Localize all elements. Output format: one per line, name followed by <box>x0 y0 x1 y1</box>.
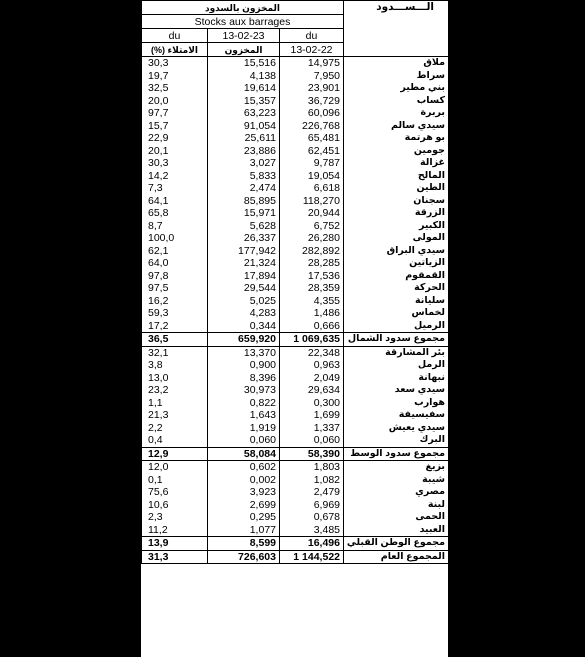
table-row <box>142 409 449 422</box>
dam-name-cell: شيبة <box>344 474 449 487</box>
fill-percent-cell: 65,8 <box>142 207 208 220</box>
dam-stocks-sheet <box>141 0 448 657</box>
stock-current-cell: 58,084 <box>208 447 280 461</box>
stock-previous-cell: 60,096 <box>280 107 344 120</box>
fill-percent-cell: 16,2 <box>142 295 208 308</box>
stock-previous-cell: 2,479 <box>280 486 344 499</box>
dam-name-cell: البرك <box>344 434 449 447</box>
dam-name-cell: العبيد <box>344 524 449 537</box>
stock-current-cell: 8,396 <box>208 372 280 385</box>
stock-current-cell: 15,516 <box>208 57 280 70</box>
table-row <box>142 307 449 320</box>
stock-current-cell: 0,602 <box>208 461 280 474</box>
stock-previous-cell: 58,390 <box>280 447 344 461</box>
stock-previous-cell: 62,451 <box>280 145 344 158</box>
table-row <box>142 145 449 158</box>
table-row <box>142 270 449 283</box>
stock-previous-cell: 3,485 <box>280 524 344 537</box>
table-row <box>142 170 449 183</box>
stock-previous-cell: 19,054 <box>280 170 344 183</box>
stock-current-cell: 0,822 <box>208 397 280 410</box>
stock-current-cell: 177,942 <box>208 245 280 258</box>
stock-current-cell: 726,603 <box>208 550 280 564</box>
stock-previous-cell: 16,496 <box>280 537 344 551</box>
fill-percent-cell: 64,0 <box>142 257 208 270</box>
stock-previous-cell: 14,975 <box>280 57 344 70</box>
dam-name-cell: هوارب <box>344 397 449 410</box>
table-row <box>142 82 449 95</box>
dam-name-cell: القمقوم <box>344 270 449 283</box>
table-row <box>142 182 449 195</box>
dam-name-cell: سيدي البراق <box>344 245 449 258</box>
fill-percent-cell: 97,7 <box>142 107 208 120</box>
fill-percent-cell: 32,5 <box>142 82 208 95</box>
stock-current-cell: 0,295 <box>208 511 280 524</box>
fill-percent-cell: 12,9 <box>142 447 208 461</box>
stock-previous-cell: 36,729 <box>280 95 344 108</box>
dam-name-cell: سراط <box>344 70 449 83</box>
stock-previous-cell: 1,337 <box>280 422 344 435</box>
stock-current-cell: 1,919 <box>208 422 280 435</box>
stock-current-cell: 91,054 <box>208 120 280 133</box>
table-row <box>142 220 449 233</box>
fill-percent-cell: 10,6 <box>142 499 208 512</box>
stock-previous-cell: 0,060 <box>280 434 344 447</box>
stock-previous-cell: 0,678 <box>280 511 344 524</box>
dam-name-cell: سيدي سالم <box>344 120 449 133</box>
dams-column-header: الـــســـدود <box>344 1 449 57</box>
table-row <box>142 397 449 410</box>
dam-name-cell: الحركة <box>344 282 449 295</box>
table-row <box>142 232 449 245</box>
table-row <box>142 95 449 108</box>
fill-percent-cell: 30,3 <box>142 157 208 170</box>
stock-previous-cell: 2,049 <box>280 372 344 385</box>
dam-stocks-table <box>141 0 448 564</box>
table-row <box>142 422 449 435</box>
table-row <box>142 372 449 385</box>
stock-previous-cell: 26,280 <box>280 232 344 245</box>
stock-previous-cell: 22,348 <box>280 346 344 359</box>
table-row <box>142 474 449 487</box>
stock-current-cell: 8,599 <box>208 537 280 551</box>
table-row <box>142 132 449 145</box>
dam-name-cell: مجموع الوطن القبلي <box>344 537 449 551</box>
dam-name-cell: مجموع سدود الشمال <box>344 333 449 347</box>
stock-previous-cell: 118,270 <box>280 195 344 208</box>
stock-previous-cell: 1 069,635 <box>280 333 344 347</box>
fill-percent-cell: 17,2 <box>142 320 208 333</box>
table-row <box>142 282 449 295</box>
stock-previous-cell: 0,666 <box>280 320 344 333</box>
table-row <box>142 359 449 372</box>
dam-name-cell: سيدي يعيش <box>344 422 449 435</box>
fill-percent-cell: 7,3 <box>142 182 208 195</box>
table-row <box>142 384 449 397</box>
date-current: 13-02-23 <box>208 29 280 43</box>
stock-previous-cell: 0,300 <box>280 397 344 410</box>
stock-current-cell: 3,027 <box>208 157 280 170</box>
stock-previous-cell: 0,963 <box>280 359 344 372</box>
table-row <box>142 524 449 537</box>
dam-name-cell: الطين <box>344 182 449 195</box>
table-row <box>142 70 449 83</box>
fill-percent-cell: 14,2 <box>142 170 208 183</box>
table-row <box>142 195 449 208</box>
fill-percent-cell: 13,0 <box>142 372 208 385</box>
fill-percent-cell: 31,3 <box>142 550 208 564</box>
fill-percent-cell: 30,3 <box>142 57 208 70</box>
fill-percent-cell: 22,9 <box>142 132 208 145</box>
fill-percent-cell: 62,1 <box>142 245 208 258</box>
dam-name-cell: سجنان <box>344 195 449 208</box>
dam-name-cell: نبهانة <box>344 372 449 385</box>
stock-current-cell: 25,611 <box>208 132 280 145</box>
dam-name-cell: الحمى <box>344 511 449 524</box>
date-previous: 13-02-22 <box>280 43 344 57</box>
dam-name-cell: كساب <box>344 95 449 108</box>
title-arabic: المخزون بالسدود <box>142 1 344 15</box>
dam-name-cell: المالح <box>344 170 449 183</box>
table-row <box>142 245 449 258</box>
fill-percent-cell: 1,1 <box>142 397 208 410</box>
dam-name-cell: الرمل <box>344 359 449 372</box>
dam-name-cell: مجموع سدود الوسط <box>344 447 449 461</box>
stock-current-cell: 5,628 <box>208 220 280 233</box>
dam-name-cell: سيدي سعد <box>344 384 449 397</box>
stock-previous-cell: 6,969 <box>280 499 344 512</box>
stock-current-cell: 17,894 <box>208 270 280 283</box>
stock-current-cell: 63,223 <box>208 107 280 120</box>
fill-percent-cell: 36,5 <box>142 333 208 347</box>
fill-percent-cell: 32,1 <box>142 346 208 359</box>
table-body <box>142 57 449 564</box>
table-row <box>142 157 449 170</box>
stock-previous-cell: 7,950 <box>280 70 344 83</box>
stock-previous-cell: 65,481 <box>280 132 344 145</box>
stock-current-cell: 0,002 <box>208 474 280 487</box>
table-row <box>142 486 449 499</box>
stock-previous-cell: 4,355 <box>280 295 344 308</box>
dam-name-cell: غزالة <box>344 157 449 170</box>
stock-previous-cell: 1,803 <box>280 461 344 474</box>
stock-current-cell: 5,025 <box>208 295 280 308</box>
dam-name-cell: ملاق <box>344 57 449 70</box>
dam-name-cell: بئر المشارقة <box>344 346 449 359</box>
stock-current-cell: 0,900 <box>208 359 280 372</box>
stock-current-cell: 1,077 <box>208 524 280 537</box>
stock-current-cell: 85,895 <box>208 195 280 208</box>
stock-previous-cell: 20,944 <box>280 207 344 220</box>
table-row <box>142 120 449 133</box>
dam-name-cell: الكبير <box>344 220 449 233</box>
stock-header: المخزون <box>208 43 280 57</box>
table-row <box>142 320 449 333</box>
fill-percent-cell: 0,4 <box>142 434 208 447</box>
fill-percent-cell: 2,2 <box>142 422 208 435</box>
table-row <box>142 434 449 447</box>
du-label-1: du <box>142 29 208 43</box>
fill-percent-cell: 97,5 <box>142 282 208 295</box>
table-row <box>142 295 449 308</box>
fill-percent-cell: 12,0 <box>142 461 208 474</box>
stock-current-cell: 2,474 <box>208 182 280 195</box>
grand-total-row <box>142 550 449 564</box>
stock-previous-cell: 6,752 <box>280 220 344 233</box>
fill-percent-cell: 20,1 <box>142 145 208 158</box>
stock-previous-cell: 1 144,522 <box>280 550 344 564</box>
dam-name-cell: سفيسيفة <box>344 409 449 422</box>
dam-name-cell: بو هرتمة <box>344 132 449 145</box>
dam-name-cell: الزرقة <box>344 207 449 220</box>
dam-name-cell: لخماس <box>344 307 449 320</box>
dam-name-cell: المولى <box>344 232 449 245</box>
title-french: Stocks aux barrages <box>142 15 344 29</box>
stock-previous-cell: 17,536 <box>280 270 344 283</box>
stock-previous-cell: 1,699 <box>280 409 344 422</box>
stock-current-cell: 2,699 <box>208 499 280 512</box>
dam-name-cell: مصري <box>344 486 449 499</box>
stock-current-cell: 30,973 <box>208 384 280 397</box>
dam-name-cell: بربرة <box>344 107 449 120</box>
stock-current-cell: 0,060 <box>208 434 280 447</box>
stock-current-cell: 26,337 <box>208 232 280 245</box>
fill-percent-cell: 3,8 <box>142 359 208 372</box>
stock-current-cell: 0,344 <box>208 320 280 333</box>
fill-percent-cell: 97,8 <box>142 270 208 283</box>
stock-current-cell: 659,920 <box>208 333 280 347</box>
stock-current-cell: 3,923 <box>208 486 280 499</box>
table-row <box>142 57 449 70</box>
stock-current-cell: 4,283 <box>208 307 280 320</box>
stock-previous-cell: 29,634 <box>280 384 344 397</box>
fill-percent-cell: 64,1 <box>142 195 208 208</box>
table-row <box>142 257 449 270</box>
dam-name-cell: الرميل <box>344 320 449 333</box>
fill-percent-cell: 15,7 <box>142 120 208 133</box>
stock-current-cell: 1,643 <box>208 409 280 422</box>
stock-previous-cell: 1,082 <box>280 474 344 487</box>
fill-percent-header: (%) الامتلاء <box>142 43 208 57</box>
fill-percent-cell: 8,7 <box>142 220 208 233</box>
fill-percent-cell: 11,2 <box>142 524 208 537</box>
table-row <box>142 461 449 474</box>
subtotal-row <box>142 537 449 551</box>
stock-current-cell: 15,357 <box>208 95 280 108</box>
fill-percent-cell: 20,0 <box>142 95 208 108</box>
fill-percent-cell: 2,3 <box>142 511 208 524</box>
stock-previous-cell: 226,768 <box>280 120 344 133</box>
fill-percent-cell: 19,7 <box>142 70 208 83</box>
fill-percent-cell: 100,0 <box>142 232 208 245</box>
dam-name-cell: بزيغ <box>344 461 449 474</box>
fill-percent-cell: 13,9 <box>142 537 208 551</box>
stock-current-cell: 21,324 <box>208 257 280 270</box>
table-row <box>142 346 449 359</box>
stock-current-cell: 5,833 <box>208 170 280 183</box>
table-row <box>142 107 449 120</box>
stock-current-cell: 29,544 <box>208 282 280 295</box>
fill-percent-cell: 59,3 <box>142 307 208 320</box>
table-row <box>142 511 449 524</box>
fill-percent-cell: 23,2 <box>142 384 208 397</box>
subtotal-row <box>142 447 449 461</box>
stock-previous-cell: 28,359 <box>280 282 344 295</box>
stock-previous-cell: 9,787 <box>280 157 344 170</box>
stock-current-cell: 4,138 <box>208 70 280 83</box>
table-row <box>142 207 449 220</box>
stock-previous-cell: 28,285 <box>280 257 344 270</box>
dam-name-cell: الزياتين <box>344 257 449 270</box>
subtotal-row <box>142 333 449 347</box>
stock-current-cell: 13,370 <box>208 346 280 359</box>
stock-current-cell: 19,614 <box>208 82 280 95</box>
fill-percent-cell: 21,3 <box>142 409 208 422</box>
fill-percent-cell: 0,1 <box>142 474 208 487</box>
stock-previous-cell: 1,486 <box>280 307 344 320</box>
dam-name-cell: بني مطير <box>344 82 449 95</box>
dam-name-cell: لبنة <box>344 499 449 512</box>
fill-percent-cell: 75,6 <box>142 486 208 499</box>
stock-previous-cell: 282,892 <box>280 245 344 258</box>
dam-name-cell: المجموع العام <box>344 550 449 564</box>
stock-current-cell: 23,886 <box>208 145 280 158</box>
dam-name-cell: جومين <box>344 145 449 158</box>
stock-previous-cell: 23,901 <box>280 82 344 95</box>
stock-current-cell: 15,971 <box>208 207 280 220</box>
table-row <box>142 499 449 512</box>
stock-previous-cell: 6,618 <box>280 182 344 195</box>
du-label-2: du <box>280 29 344 43</box>
dam-name-cell: سليانة <box>344 295 449 308</box>
